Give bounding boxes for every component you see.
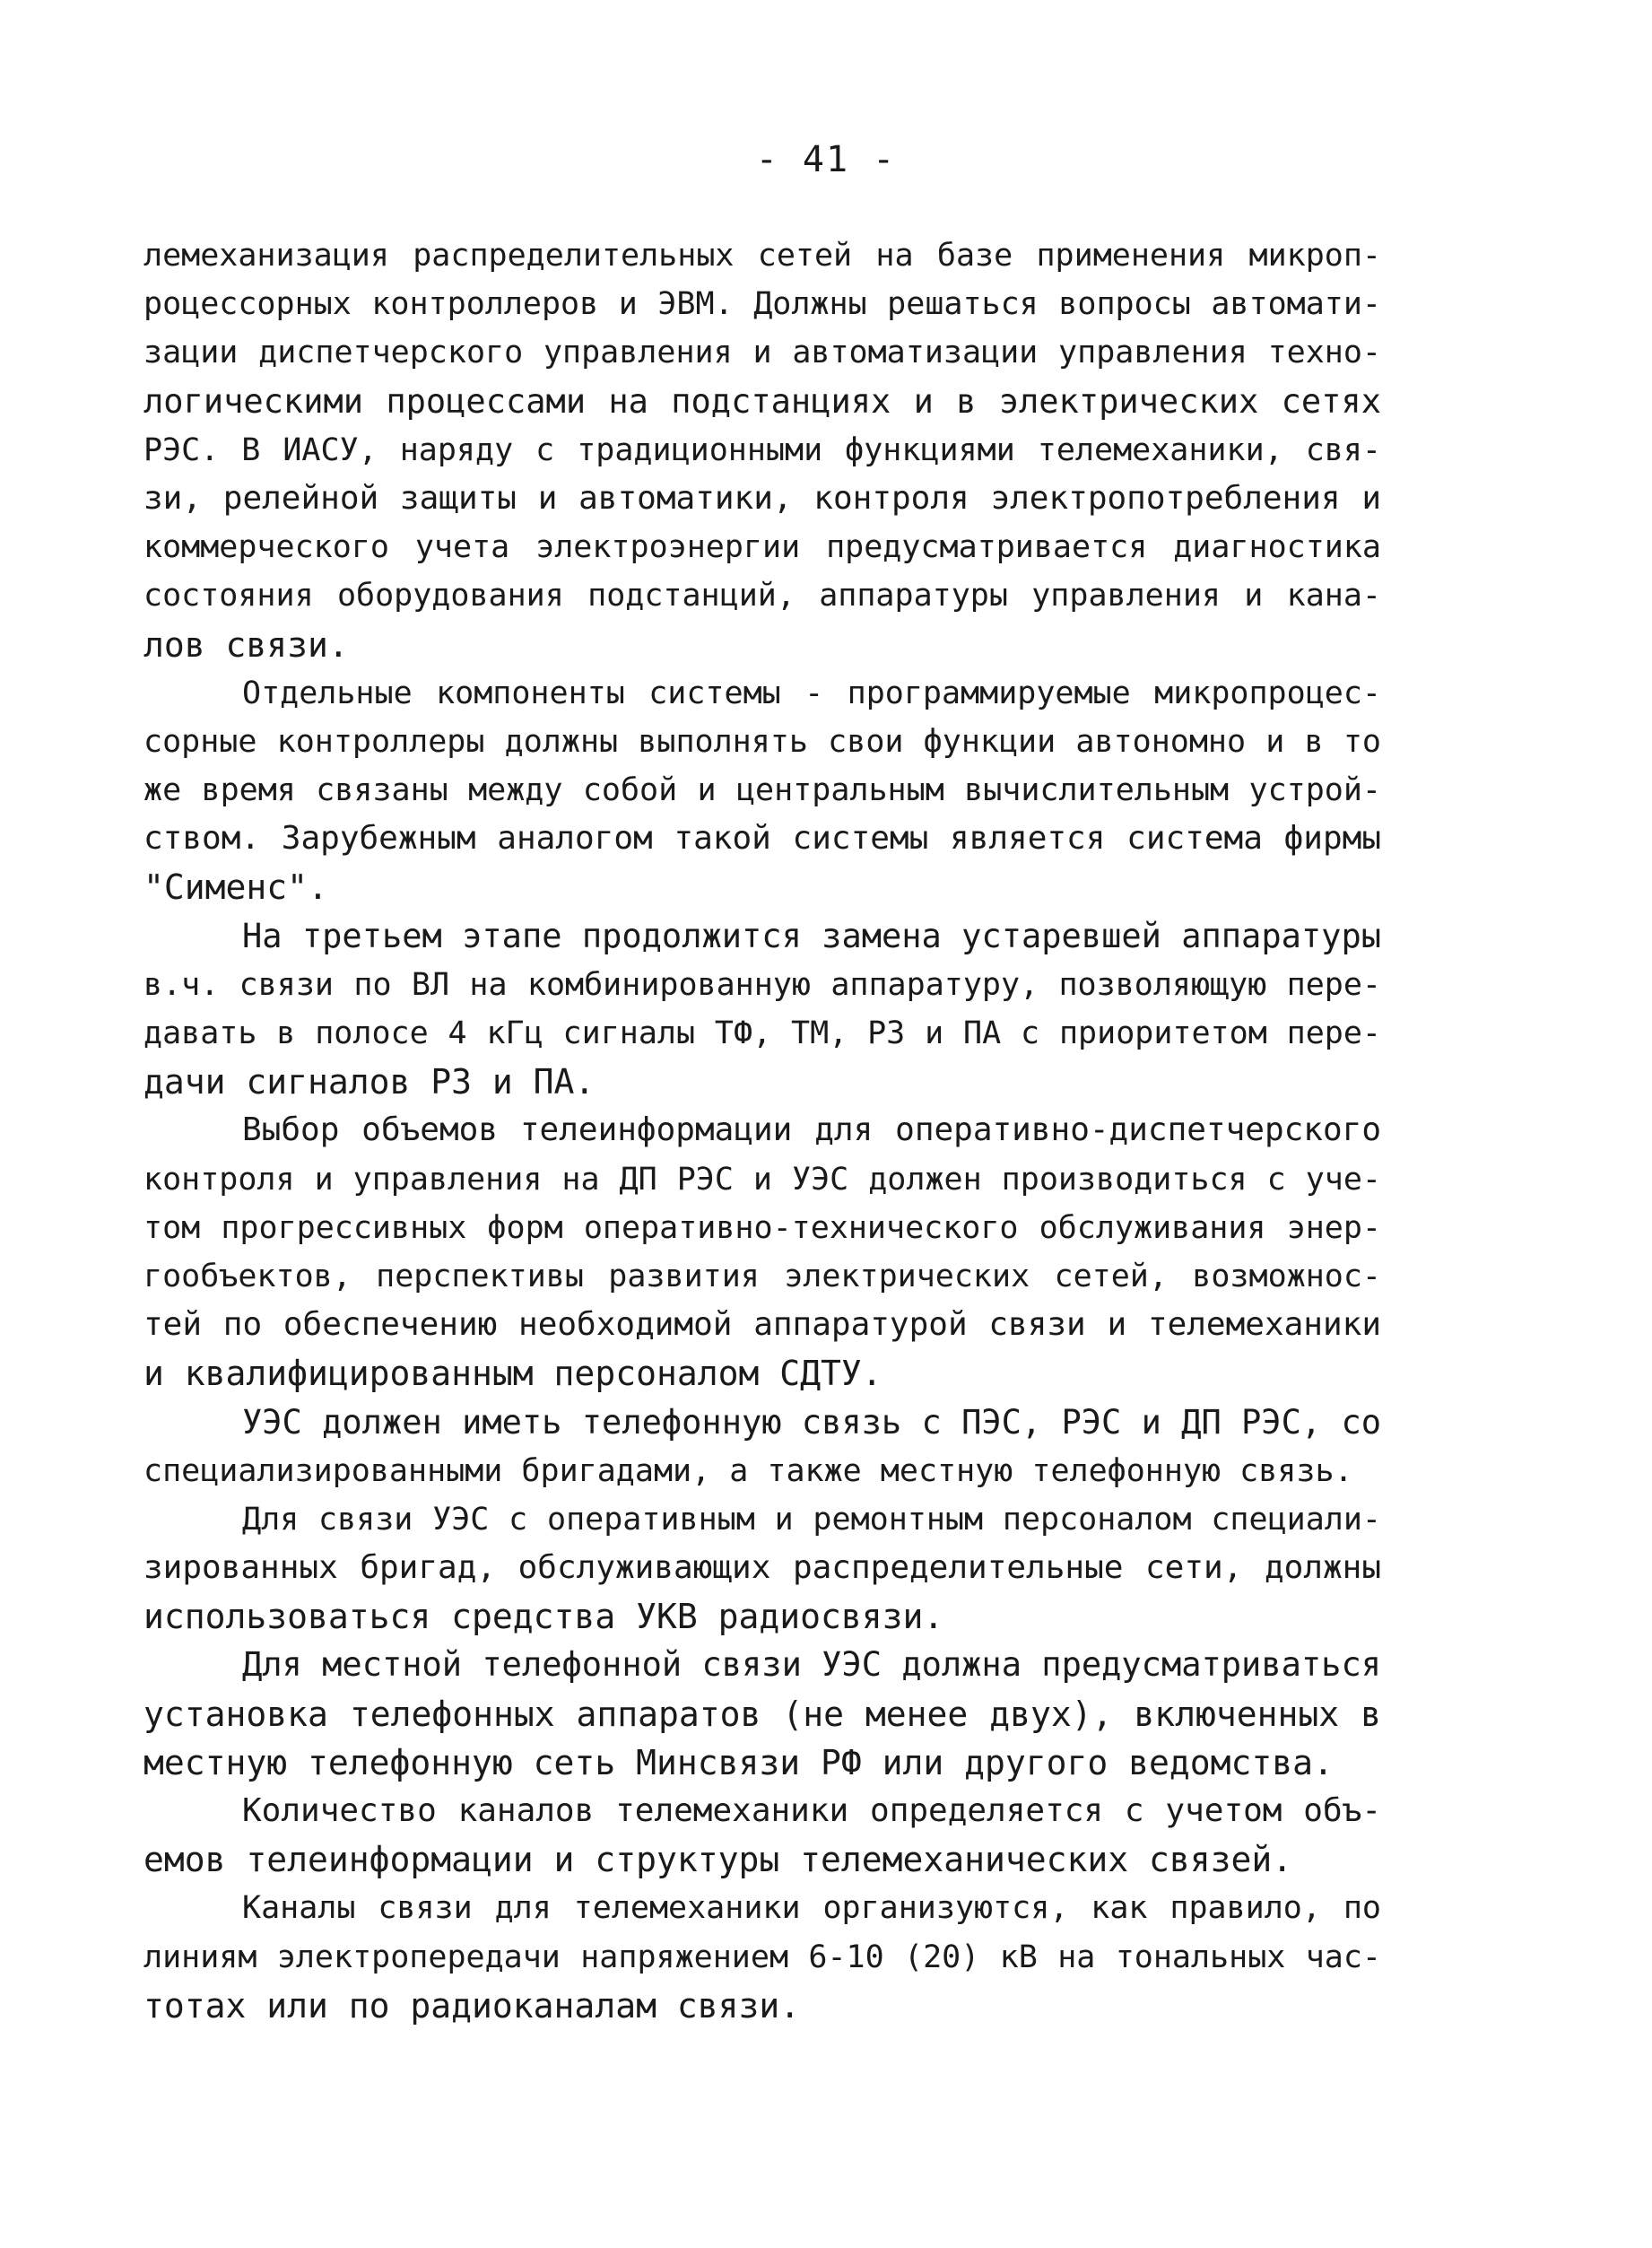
text-line: Отдельные компоненты системы - программируемые микропроцес- [242, 675, 1381, 711]
text-line: На третьем этапе продолжится замена устаревшей аппаратуры [242, 916, 1381, 955]
text-line: лов связи. [143, 624, 349, 665]
text-line: лемеханизация распределительных сетей на базе применения микроп- [143, 238, 1381, 274]
text-line: дачи сигналов РЗ и ПА. [143, 1062, 596, 1102]
text-line: местную телефонную сеть Минсвязи РФ или другого ведомства. [143, 1742, 1334, 1782]
text-line: "Сименс". [143, 867, 328, 908]
text-line: том прогрессивных форм оперативно-технического обслуживания энер- [143, 1209, 1381, 1246]
text-line: линиям электропередачи напряжением 6-10 (20) кВ на тональных час- [143, 1939, 1381, 1975]
text-line: коммерческого учета электроэнергии предусматривается диагностика [143, 529, 1381, 566]
text-line: специализированными бригадами, а также местную телефонную связь. [143, 1452, 1353, 1489]
text-line: давать в полосе 4 кГц сигналы ТФ, ТМ, РЗ и ПА с приоритетом пере- [143, 1015, 1381, 1051]
text-line: ством. Зарубежным аналогом такой системы является система фирмы [143, 820, 1381, 858]
text-line: тей по обеспечению необходимой аппаратурой связи и телемеханики [143, 1306, 1381, 1344]
body-text [143, 231, 1381, 2030]
text-line: емов телеинформации и структуры телемеханических связей. [143, 1840, 1293, 1880]
text-line: и квалифицированным персоналом СДТУ. [143, 1354, 883, 1394]
text-line: РЭС. В ИАСУ, наряду с традиционными функциями телемеханики, свя- [143, 431, 1381, 468]
text-line: логическими процессами на подстанциях и в электрических сетях [143, 381, 1381, 421]
text-line: зи, релейной защиты и автоматики, контроля электропотребления и [143, 479, 1381, 517]
text-line: зированных бригад, обслуживающих распределительные сети, должны [143, 1549, 1381, 1587]
text-line: состояния оборудования подстанций, аппаратуры управления и кана- [143, 578, 1381, 614]
text-line: роцессорных контроллеров и ЭВМ. Должны решаться вопросы автомати- [143, 286, 1381, 323]
page-number: - 41 - [755, 139, 897, 180]
text-line: Для связи УЭС с оперативным и ремонтным персоналом специали- [242, 1501, 1381, 1538]
text-line: Для местной телефонной связи УЭС должна предусматриваться [242, 1645, 1381, 1685]
text-line: Каналы связи для телемеханики организуются, как правило, по [242, 1890, 1381, 1927]
text-line: тотах или по радиоканалам связи. [143, 1985, 801, 2026]
text-line: же время связаны между собой и центральным вычислительным устрой- [143, 772, 1381, 809]
text-line: в.ч. связи по ВЛ на комбинированную аппаратуру, позволяющую пере- [143, 966, 1381, 1003]
text-line: УЭС должен иметь телефонную связь с ПЭС, РЭС и ДП РЭС, со [242, 1402, 1381, 1442]
text-line: Выбор объемов телеинформации для оперативно-диспетчерского [242, 1111, 1381, 1149]
text-line: гообъектов, перспективы развития электрических сетей, возможнос- [143, 1258, 1381, 1294]
text-line: Количество каналов телемеханики определяется с учетом объ- [242, 1792, 1381, 1829]
text-line: зации диспетчерского управления и автоматизации управления техно- [143, 335, 1381, 371]
text-line: контроля и управления на ДП РЭС и УЭС должен производиться с уче- [143, 1161, 1381, 1198]
text-line: установка телефонных аппаратов (не менее двух), включенных в [143, 1694, 1381, 1734]
text-line: сорные контроллеры должны выполнять свои функции автономно и в то [143, 723, 1381, 760]
text-line: использоваться средства УКВ радиосвязи. [143, 1597, 944, 1637]
